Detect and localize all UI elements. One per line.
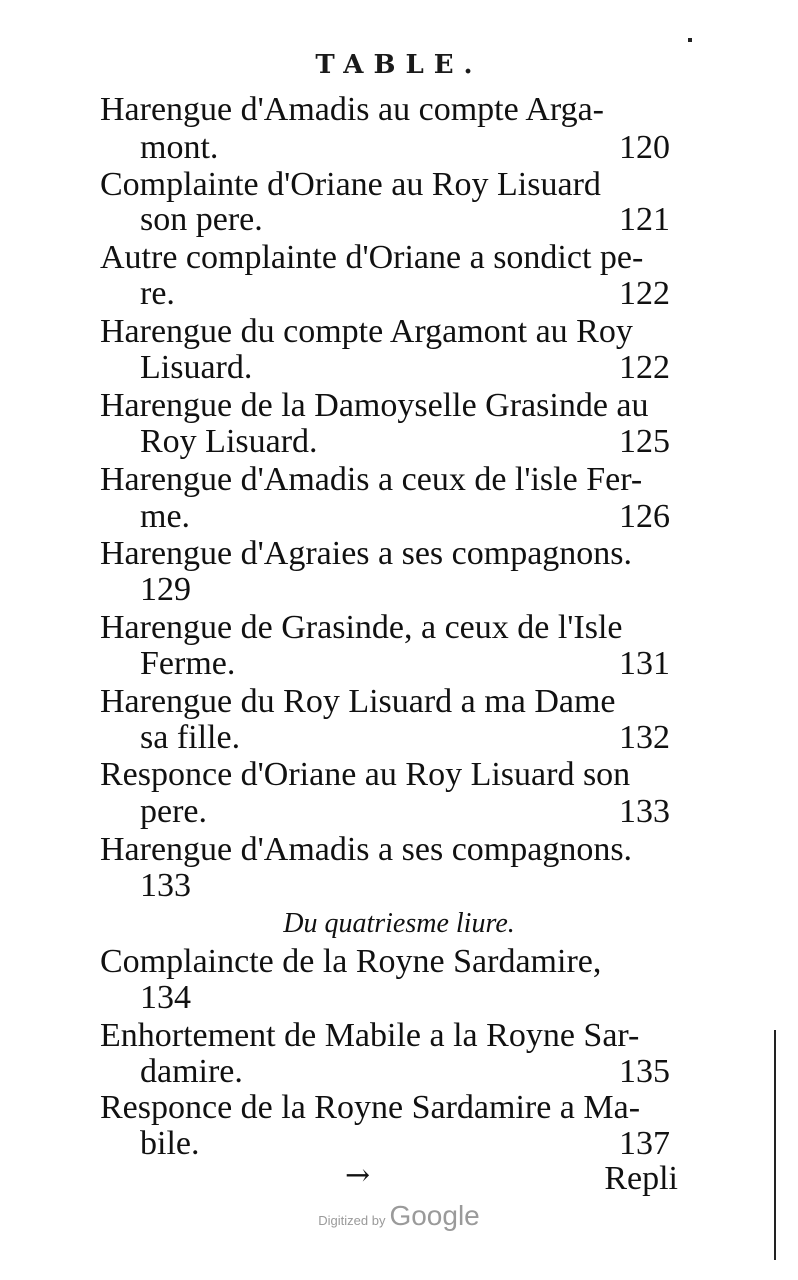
entry-text: Complainte d'Oriane au Roy Lisuard: [100, 166, 601, 203]
entry-page-number: 131: [619, 645, 670, 682]
catchword: Repli: [604, 1160, 678, 1197]
entry-page-number: 133: [619, 793, 670, 830]
table-entry: [100, 386, 670, 426]
entry-text: sa fille.: [140, 719, 241, 756]
entry-text: Enhortement de Mabile a la Royne Sar-: [100, 1017, 640, 1054]
entry-text: Harengue du Roy Lisuard a ma Dame: [100, 683, 616, 720]
table-entry: [100, 348, 670, 388]
table-entry: [100, 866, 670, 906]
entry-text: Harengue de Grasinde, a ceux de l'Isle: [100, 609, 623, 646]
table-entry: [100, 534, 670, 574]
entry-text: bile.: [140, 1125, 200, 1162]
table-entry: [100, 1052, 670, 1092]
table-entry: [100, 830, 670, 870]
entry-text: 133: [140, 867, 191, 904]
table-entry: [100, 200, 670, 240]
entry-text: Ferme.: [140, 645, 236, 682]
table-entry: [100, 608, 670, 648]
scan-edge-line: [774, 1030, 776, 1260]
table-entry: [100, 165, 670, 205]
table-entry: [100, 792, 670, 832]
digitized-watermark: [0, 1200, 798, 1232]
watermark-small-text: Digitized by: [318, 1213, 386, 1228]
table-entry: [100, 274, 670, 314]
table-entry: [100, 497, 670, 537]
entry-page-number: 137: [619, 1125, 670, 1162]
table-entry: [100, 1016, 670, 1056]
table-entry: [100, 978, 670, 1018]
entry-page-number: 132: [619, 719, 670, 756]
entry-text: damire.: [140, 1053, 243, 1090]
entry-text: pere.: [140, 793, 208, 830]
entry-text: Harengue de la Damoyselle Grasinde au: [100, 387, 649, 424]
entry-text: 129: [140, 571, 191, 608]
entry-text: Lisuard.: [140, 349, 253, 386]
entry-text: son pere.: [140, 201, 263, 238]
table-entry: [100, 90, 670, 130]
table-entry: [100, 238, 670, 278]
entry-text: Responce de la Royne Sardamire a Ma-: [100, 1089, 641, 1126]
entry-page-number: 122: [619, 275, 670, 312]
table-entry: [100, 422, 670, 462]
entry-text: re.: [140, 275, 175, 312]
entry-page-number: 121: [619, 201, 670, 238]
entry-page-number: 135: [619, 1053, 670, 1090]
table-entry: [100, 460, 670, 500]
entry-page-number: 126: [619, 498, 670, 535]
entry-text: Responce d'Oriane au Roy Lisuard son: [100, 756, 631, 793]
entry-text: 134: [140, 979, 191, 1016]
table-entry: [100, 570, 670, 610]
table-entry: [100, 942, 670, 982]
entry-text: Harengue d'Amadis a ceux de l'isle Fer-: [100, 461, 643, 498]
entry-text: Harengue d'Agraies a ses compagnons.: [100, 535, 633, 572]
table-entry: [100, 128, 670, 168]
entry-text: Harengue d'Amadis au compte Arga-: [100, 91, 605, 128]
ornament-glyph: →: [345, 1158, 371, 1193]
table-entry: [100, 682, 670, 722]
entry-page-number: 120: [619, 129, 670, 166]
entry-page-number: 122: [619, 349, 670, 386]
entry-text: Roy Lisuard.: [140, 423, 318, 460]
table-entry: [100, 718, 670, 758]
entry-text: me.: [140, 498, 191, 535]
entry-text: Autre complainte d'Oriane a sondict pe-: [100, 239, 644, 276]
entry-text: mont.: [140, 129, 219, 166]
table-entry: [100, 1088, 670, 1128]
table-entry: [100, 644, 670, 684]
entry-text: Harengue du compte Argamont au Roy: [100, 313, 633, 350]
page-header: TABLE.: [315, 50, 483, 80]
scan-speck: [688, 38, 692, 42]
watermark-logo-text: Google: [389, 1200, 480, 1231]
entry-page-number: 125: [619, 423, 670, 460]
table-entry: [100, 755, 670, 795]
section-title: Du quatriesme liure.: [283, 908, 515, 939]
entry-text: Complaincte de la Royne Sardamire,: [100, 943, 602, 980]
entry-text: Harengue d'Amadis a ses compagnons.: [100, 831, 633, 868]
table-entry: [100, 312, 670, 352]
table-entry: [100, 1124, 670, 1164]
